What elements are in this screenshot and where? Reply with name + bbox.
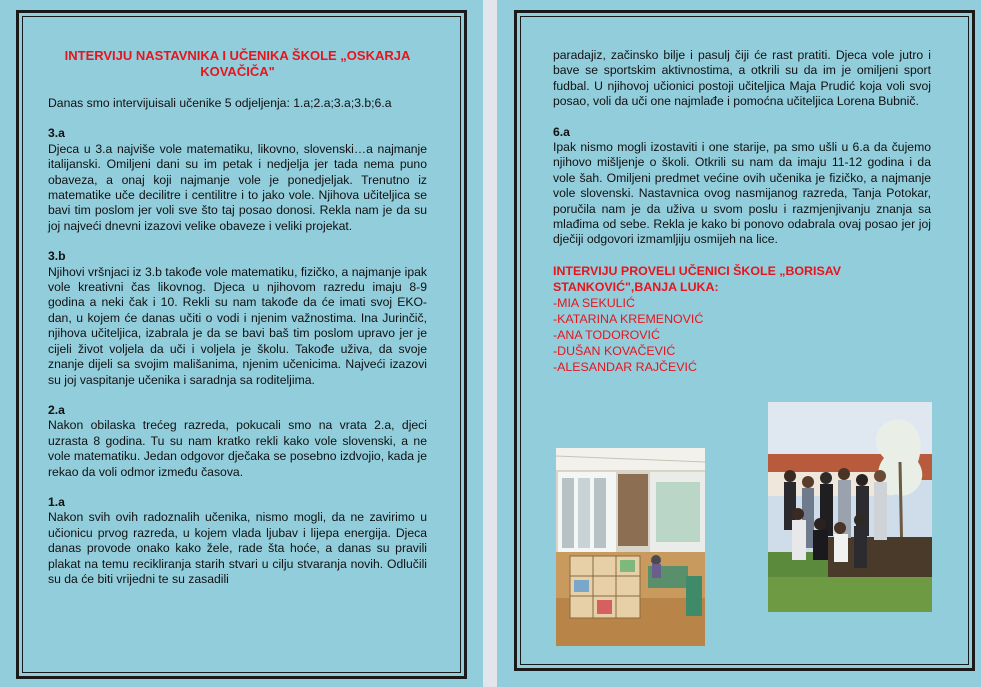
group-photo — [768, 402, 932, 612]
section-3a — [48, 126, 427, 234]
classroom-photo — [556, 448, 705, 646]
credits-title: INTERVIJU PROVELI UČENICI ŠKOLE „BORISAV STANKOVIĆ",BANJA LUKA: — [553, 263, 842, 294]
left-page-content — [48, 48, 427, 602]
section-2a — [48, 403, 427, 480]
credit-name: -MIA SEKULIĆ — [553, 295, 635, 310]
credits-block — [553, 263, 931, 375]
section-3b — [48, 249, 427, 388]
left-page — [0, 0, 483, 687]
section-heading: 6.a — [553, 124, 570, 139]
page-gap — [483, 0, 497, 687]
article-title: INTERVIJU NASTAVNIKA I UČENIKA ŠKOLE „OSKARJA KOVAČIČA" — [64, 48, 411, 79]
credit-name: -ANA TODOROVIĆ — [553, 327, 660, 342]
section-text: Nakon svih ovih radoznalih učenika, nismo mogli, da ne zavirimo u učionicu prvog razreda, u kojem vlada ljubav i lijepa energija. Djeca danas provode onako kako žele, rade šta hoće, a danas su pravili plakat na temu recikliranja starih stvari u cilju stvaranja novih. Odlučili su da će biti vrijedni te su zasadili — [48, 510, 427, 586]
right-page-content — [553, 48, 931, 375]
section-heading: 1.a — [48, 494, 65, 509]
intro-paragraph: Danas smo intervijuisali učenike 5 odjeljenja: 1.a;2.a;3.a;3.b;6.a — [48, 96, 392, 110]
right-page — [497, 0, 981, 687]
credit-name: -KATARINA KREMENOVIĆ — [553, 311, 704, 326]
section-heading: 3.b — [48, 249, 66, 264]
section-heading: 2.a — [48, 402, 65, 417]
section-text: Ipak nismo mogli izostaviti i one starije, pa smo ušli u 6.a da čujemo njihovo mišljenje o školi. Otkrili su nam da imaju 11-12 godina i da vole šah. Omiljeni predmet većine ovih učenika je fizičko, a najmanje vole slovenski. Nastavnica ovog nasmijanog razreda, Tanja Potokar, poručila nam je da uživa u svom poslu i razmjenjivanju znanja sa mlađima od sebe. Rekla je kako bi ponovo odabrala ovaj posao jer joj dječiji odgovori izmamljiju osmijeh na lice. — [553, 140, 931, 247]
credit-name: -ALESANDAR RAJČEVIĆ — [553, 359, 697, 374]
section-text: Nakon obilaska trećeg razreda, pokucali smo na vrata 2.a, djeci uzrasta 8 godina. Tu su nam kratko rekli kako vole slovenski, a ne vole matematiku. Jedan odgovor dječaka se posebno izdvojio, kada je rekao da voli odmor između časova. — [48, 418, 427, 479]
section-heading: 3.a — [48, 126, 65, 141]
section-6a — [553, 125, 931, 248]
continuation-paragraph: paradajiz, začinsko bilje i pasulj čiji će rast pratiti. Djeca vole jutro i bave se sportskim aktivnostima, a otkrili su da im je omiljeni sport fudbal. U njihovoj učionici postoji učiteljica Maja Prudić koja voli svoj posao, voli da uči one najmlađe i pomoćna učiteljica Lorena Bubnič. — [553, 48, 931, 109]
credit-name: -DUŠAN KOVAČEVIĆ — [553, 343, 676, 358]
section-1a — [48, 495, 427, 587]
section-text: Djeca u 3.a najviše vole matematiku, likovno, slovenski…a najmanje italijanski. Omiljeni dani su im petak i nedjelja jer tada nema puno obaveza, a onaj koji najmanje vole je ponedjeljak. Trenutno iz matematike uče decilitre i centilitre i to jako vole. Njihova učiteljica se bavi tim poslom jer voli sve što taj posao donosi. Rekla nam je da su joj najveći dnevni izazovi velike obaveze i veliki projekat. — [48, 141, 427, 233]
section-text: Njihovi vršnjaci iz 3.b takođe vole matematiku, fizičko, a najmanje ipak vole kreativni čas likovnog. Djeca u njihovom razredu imaju 8-9 godina a neki čak i 10. Rekli su nam takođe da će imati svoj EKO-dan, u kojem će danas učiti o vodi i njenim važnostima. Ina Jurinčič, njihova učiteljica, izabrala je da se bavi baš tim poslom upravo jer je cijeli život voljela da uči i voljela je školu. Takođe uživa, da svoje znanje dijeli sa svojim mališanima, njenim učenicima. Najveći izazovi su joj vaspitanje učenika i saradnja sa roditeljima. — [48, 264, 427, 387]
